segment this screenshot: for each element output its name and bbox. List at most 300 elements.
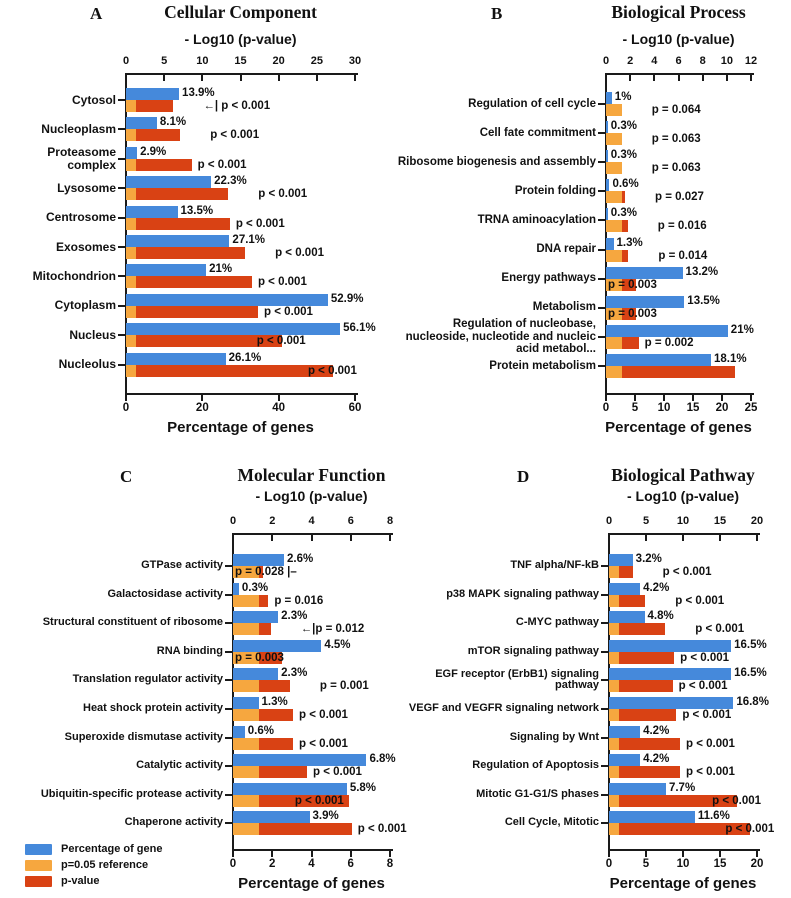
- bar-reference: [606, 162, 622, 174]
- bar-percentage: [126, 88, 179, 100]
- panel-b-biological-process: [391, 0, 791, 455]
- percentage-label: 56.1%: [343, 322, 376, 335]
- category-label: DNA repair: [536, 243, 596, 256]
- bottom-axis-tick: [278, 395, 280, 401]
- bar-percentage: [609, 754, 640, 766]
- bar-reference: [126, 159, 136, 171]
- pvalue-label: p = 0.016: [657, 220, 707, 233]
- percentage-label: 16.5%: [734, 667, 767, 680]
- category-tick: [601, 708, 608, 710]
- panel-d-letter: D: [517, 467, 530, 486]
- category-tick: [601, 565, 608, 567]
- category-label: Nucleolus: [58, 357, 116, 372]
- top-axis-tick: [678, 75, 680, 81]
- bar-reference: [233, 595, 259, 607]
- pvalue-label: p = 0.001: [319, 680, 369, 693]
- bar-reference: [609, 766, 619, 778]
- bottom-axis-tick-label: 5: [642, 858, 650, 870]
- category-label: Ubiquitin-specific protease activity: [40, 787, 223, 800]
- bar-reference: [606, 191, 622, 203]
- top-axis-tick: [311, 535, 313, 541]
- top-axis-tick-label: 15: [234, 55, 247, 67]
- top-axis-tick: [271, 535, 273, 541]
- bar-percentage: [609, 583, 640, 595]
- pvalue-label: p < 0.001: [682, 709, 732, 721]
- bottom-axis-tick-label: 15: [713, 858, 727, 870]
- legend-label: p=0.05 reference: [61, 859, 149, 871]
- percentage-label: 26.1%: [228, 351, 262, 364]
- top-axis-tick-label: 5: [161, 55, 168, 67]
- bottom-axis-label: Percentage of genes: [609, 875, 757, 892]
- bar-reference: [233, 623, 259, 635]
- bottom-axis-label: Percentage of genes: [167, 419, 314, 436]
- top-axis-tick: [750, 75, 752, 81]
- top-axis-tick: [350, 535, 352, 541]
- bottom-axis-tick: [201, 395, 203, 401]
- bar-percentage: [126, 353, 226, 365]
- category-tick: [598, 278, 605, 280]
- bar-pvalue: [126, 306, 258, 318]
- top-axis-tick-label: 2: [269, 515, 276, 527]
- top-axis-tick-label: 4: [308, 515, 315, 527]
- panel-b-top-axis-label: - Log10 (p-value): [622, 31, 735, 47]
- percentage-label: 5.8%: [349, 781, 377, 794]
- bottom-axis-line: [233, 849, 393, 851]
- pvalue-label: p < 0.001: [686, 766, 735, 779]
- bottom-axis-tick-label: 5: [631, 402, 639, 414]
- panel-a-cellular-component: [0, 0, 395, 455]
- top-axis-tick-label: 4: [651, 55, 658, 67]
- bottom-axis-tick-label: 10: [676, 858, 690, 870]
- top-axis-tick: [232, 535, 234, 541]
- category-tick: [225, 822, 232, 824]
- top-axis-tick-label: 10: [720, 55, 733, 67]
- category-label: Nucleoplasm: [41, 121, 116, 136]
- bar-percentage: [609, 811, 695, 823]
- panel-d-chart: [391, 455, 791, 898]
- bar-percentage: [609, 697, 733, 709]
- panel-d-top-axis-label: - Log10 (p-value): [626, 488, 739, 504]
- category-label: TRNA aminoacylation: [477, 214, 596, 227]
- bar-reference: [609, 680, 619, 692]
- bottom-axis-line: [606, 393, 754, 395]
- category-tick: [601, 737, 608, 739]
- percentage-label: 4.2%: [643, 753, 670, 766]
- legend-label: Percentage of gene: [61, 843, 163, 855]
- top-axis-tick: [653, 75, 655, 81]
- pvalue-label: ←|p = 0.012: [300, 623, 365, 636]
- pvalue-label: p < 0.001: [299, 709, 348, 721]
- figure-legend: [25, 843, 225, 891]
- category-tick: [598, 132, 605, 134]
- bar-reference: [609, 738, 619, 750]
- category-tick: [225, 622, 232, 624]
- percentage-label: 27.1%: [232, 234, 266, 246]
- category-tick: [598, 336, 605, 338]
- pvalue-label: p < 0.001: [725, 823, 775, 836]
- category-tick: [225, 765, 232, 767]
- pvalue-label: p = 0.063: [651, 133, 701, 146]
- category-label: Protein metabolism: [489, 359, 596, 372]
- bar-pvalue: [126, 365, 333, 377]
- bottom-axis-tick-label: 40: [272, 402, 286, 414]
- category-tick: [598, 190, 605, 192]
- category-tick: [601, 622, 608, 624]
- category-tick: [601, 822, 608, 824]
- pvalue-label: p < 0.001: [235, 217, 285, 230]
- pvalue-label: p < 0.001: [210, 129, 260, 142]
- percentage-label: 1.3%: [616, 236, 643, 249]
- bar-percentage: [126, 176, 211, 188]
- bottom-axis-tick: [645, 851, 647, 857]
- bottom-axis-tick-label: 20: [750, 858, 764, 870]
- bar-reference: [126, 365, 136, 377]
- category-tick: [118, 364, 125, 366]
- bar-reference: [126, 129, 136, 141]
- category-label: Lysosome: [57, 180, 116, 195]
- top-axis-tick: [240, 75, 242, 81]
- pvalue-label: p = 0.064: [651, 104, 701, 116]
- category-label: Regulation of cell cycle: [468, 97, 596, 110]
- bar-percentage: [126, 147, 137, 159]
- percentage-label: 7.7%: [668, 781, 696, 794]
- top-axis-tick-label: 10: [196, 55, 209, 67]
- top-axis-tick: [629, 75, 631, 81]
- bottom-axis-tick: [719, 851, 721, 857]
- bar-reference: [606, 220, 622, 232]
- bar-percentage: [606, 208, 608, 220]
- bar-percentage: [233, 668, 278, 680]
- bar-percentage: [233, 811, 310, 823]
- bottom-axis-tick-label: 15: [686, 402, 700, 414]
- bar-reference: [609, 623, 619, 635]
- top-axis-tick-label: 0: [122, 55, 130, 67]
- category-label: Structural constituent of ribosome: [42, 616, 223, 629]
- bottom-axis-tick: [608, 851, 610, 857]
- percentage-label: 0.3%: [241, 581, 269, 594]
- bar-reference: [609, 823, 619, 835]
- bar-percentage: [233, 554, 284, 566]
- top-axis-tick: [756, 535, 758, 541]
- top-axis-tick-label: 25: [310, 55, 323, 67]
- category-label: Regulation of Apoptosis: [472, 759, 599, 772]
- bottom-axis-line: [609, 849, 760, 851]
- pvalue-label: p < 0.001: [258, 188, 308, 201]
- top-axis-tick: [354, 75, 356, 81]
- bar-reference: [609, 795, 619, 807]
- top-axis-tick: [163, 75, 165, 81]
- category-label: Centrosome: [45, 210, 116, 225]
- bar-percentage: [233, 783, 347, 795]
- bottom-axis-tick-label: 0: [605, 858, 613, 870]
- category-tick: [601, 651, 608, 653]
- bar-percentage: [606, 179, 609, 191]
- percentage-label: 0.6%: [612, 178, 639, 191]
- top-axis-tick: [201, 75, 203, 81]
- bar-percentage: [606, 121, 608, 133]
- percentage-label: 1%: [614, 91, 632, 103]
- bar-pvalue: [126, 276, 252, 288]
- bar-pvalue: [609, 652, 674, 664]
- bar-percentage: [606, 354, 711, 366]
- category-tick: [118, 187, 125, 189]
- percentage-label: 13.5%: [687, 294, 720, 307]
- bottom-axis-tick-label: 0: [602, 402, 610, 414]
- pvalue-label: p < 0.001: [299, 737, 348, 750]
- pvalue-label: p < 0.001: [257, 276, 307, 289]
- top-axis-tick-label: 0: [605, 515, 613, 527]
- pvalue-label: p < 0.001: [275, 247, 324, 259]
- legend-item-reference: [25, 859, 225, 871]
- top-axis-tick: [726, 75, 728, 81]
- pvalue-label: p = 0.027: [654, 191, 704, 204]
- category-tick: [225, 565, 232, 567]
- percentage-label: 2.3%: [281, 610, 308, 623]
- category-tick: [118, 128, 125, 130]
- bottom-axis-tick: [232, 851, 234, 857]
- percentage-label: 52.9%: [330, 292, 364, 305]
- bar-reference: [233, 795, 259, 807]
- category-label: Heat shock protein activity: [83, 702, 223, 715]
- category-tick: [225, 651, 232, 653]
- bottom-axis-label: Percentage of genes: [605, 419, 752, 436]
- bottom-axis-tick: [125, 395, 127, 401]
- category-tick: [118, 158, 125, 160]
- category-label: EGF receptor (ErbB1) signaling pathway: [435, 667, 599, 692]
- category-tick: [118, 217, 125, 219]
- bar-percentage: [609, 611, 645, 623]
- bottom-axis-tick: [750, 395, 752, 401]
- bar-pvalue: [126, 218, 230, 230]
- top-axis-tick: [316, 75, 318, 81]
- category-tick: [118, 334, 125, 336]
- panel-c-title: Molecular Function: [237, 465, 386, 485]
- bar-percentage: [606, 92, 612, 104]
- panel-c-chart: [0, 455, 407, 898]
- category-tick: [225, 794, 232, 796]
- top-axis-tick-label: 6: [675, 55, 682, 67]
- bottom-axis-tick: [721, 395, 723, 401]
- top-axis-tick: [605, 75, 607, 81]
- percentage-label: 3.2%: [635, 553, 662, 565]
- pvalue-label: p < 0.001: [695, 623, 745, 636]
- category-label: Superoxide dismutase activity: [64, 730, 223, 743]
- category-tick: [601, 794, 608, 796]
- top-axis-tick-label: 20: [272, 55, 285, 67]
- category-label: Protein folding: [514, 185, 596, 198]
- top-axis-tick-label: 8: [386, 515, 394, 527]
- bar-reference: [609, 566, 619, 578]
- category-label: Signaling by Wnt: [509, 730, 599, 743]
- bar-reference: [126, 276, 136, 288]
- category-label: Translation regulator activity: [72, 673, 223, 686]
- pvalue-label: p = 0.028 |–: [235, 566, 297, 578]
- pvalue-label: p = 0.003: [235, 651, 284, 664]
- pvalue-label: p = 0.003: [608, 278, 657, 291]
- pvalue-label: p < 0.001: [686, 737, 735, 750]
- pvalue-label: p = 0.014: [658, 249, 708, 262]
- top-axis-tick-label: 8: [699, 55, 706, 67]
- category-label: Cytoplasm: [54, 298, 116, 313]
- category-label: Energy pathways: [501, 272, 596, 285]
- pvalue-label: p = 0.063: [651, 162, 701, 175]
- bottom-axis-tick-label: 60: [348, 402, 362, 414]
- percentage-label: 4.2%: [643, 581, 670, 594]
- category-label: Chaperone activity: [124, 816, 223, 829]
- bar-percentage: [609, 640, 731, 652]
- bottom-axis-tick: [682, 851, 684, 857]
- percentage-label: 2.9%: [140, 145, 167, 158]
- bar-percentage: [233, 726, 245, 738]
- category-tick: [225, 708, 232, 710]
- legend-item-pvalue: [25, 875, 225, 887]
- category-tick: [598, 161, 605, 163]
- bottom-axis-tick-label: 0: [229, 858, 237, 870]
- pvalue-label: p < 0.001: [307, 364, 357, 377]
- category-label: Nucleus: [69, 327, 116, 342]
- bottom-axis-tick-label: 4: [308, 858, 315, 870]
- bottom-axis-tick: [634, 395, 636, 401]
- bar-reference: [606, 250, 622, 262]
- bar-reference: [126, 247, 136, 259]
- category-label: p38 MAPK signaling pathway: [446, 587, 599, 600]
- percentage-label: 1.3%: [261, 696, 288, 708]
- pvalue-label: p < 0.001: [197, 158, 247, 171]
- pvalue-label: p < 0.001: [294, 794, 344, 807]
- top-axis-tick: [125, 75, 127, 81]
- bar-reference: [233, 738, 259, 750]
- panel-b-chart: [391, 0, 791, 455]
- legend-label: p-value: [61, 875, 100, 887]
- bottom-axis-tick-label: 0: [122, 402, 130, 414]
- legend-swatch-orange: [25, 860, 52, 871]
- bottom-axis-tick: [354, 395, 356, 401]
- bottom-axis-tick: [271, 851, 273, 857]
- bar-percentage: [606, 296, 684, 308]
- panel-c-top-axis-label: - Log10 (p-value): [255, 488, 368, 504]
- category-label: Mitochondrion: [32, 268, 116, 283]
- percentage-label: 13.2%: [685, 265, 719, 278]
- pvalue-label: p < 0.001: [312, 766, 362, 779]
- category-label: TNF alpha/NF-kB: [510, 559, 599, 572]
- bottom-axis-tick-label: 25: [744, 402, 758, 414]
- bar-pvalue: [126, 188, 228, 200]
- top-axis-tick: [645, 535, 647, 541]
- bar-percentage: [609, 726, 640, 738]
- pvalue-label: p < 0.001: [678, 680, 728, 693]
- bar-percentage: [233, 697, 259, 709]
- percentage-label: 4.8%: [647, 610, 674, 623]
- top-axis-tick: [278, 75, 280, 81]
- bar-pvalue: [609, 766, 680, 778]
- category-tick: [225, 594, 232, 596]
- percentage-label: 2.3%: [281, 667, 308, 680]
- category-tick: [118, 99, 125, 101]
- top-axis-tick-label: 10: [676, 515, 690, 527]
- category-label: VEGF and VEGFR signaling network: [408, 702, 599, 715]
- bar-percentage: [233, 640, 321, 652]
- category-label: Ribosome biogenesis and assembly: [397, 155, 596, 168]
- bottom-axis-tick: [605, 395, 607, 401]
- bottom-axis-tick-label: 10: [657, 402, 671, 414]
- panel-b-letter: B: [491, 4, 503, 23]
- bar-reference: [233, 680, 259, 692]
- top-axis-tick-label: 15: [713, 515, 727, 527]
- pvalue-label: p < 0.001: [712, 794, 762, 807]
- bottom-axis-tick: [663, 395, 665, 401]
- bar-reference: [609, 652, 619, 664]
- top-axis-tick-label: 0: [602, 55, 610, 67]
- top-axis-tick-label: 6: [347, 515, 354, 527]
- percentage-label: 11.6%: [697, 810, 730, 823]
- bar-reference: [609, 595, 619, 607]
- category-label: Regulation of nucleobase, nucleoside, nucleotide and nucleic acid metabol...: [405, 318, 596, 355]
- pvalue-label: p < 0.001: [264, 305, 313, 318]
- pvalue-label: p = 0.016: [274, 594, 324, 607]
- bar-reference: [609, 709, 619, 721]
- bar-percentage: [233, 611, 278, 623]
- bar-reference: [606, 104, 622, 116]
- bottom-axis-tick: [756, 851, 758, 857]
- bar-percentage: [126, 235, 229, 247]
- bar-pvalue: [609, 709, 676, 721]
- bar-percentage: [126, 323, 340, 335]
- percentage-label: 0.6%: [247, 724, 274, 737]
- panel-d-biological-pathway: [391, 455, 791, 898]
- legend-item-percentage: [25, 843, 225, 855]
- bar-percentage: [609, 668, 731, 680]
- category-label: Proteasome complex: [47, 144, 116, 172]
- percentage-label: 2.6%: [287, 553, 314, 565]
- percentage-label: 13.9%: [182, 87, 215, 99]
- top-axis-tick-label: 0: [229, 515, 237, 527]
- top-axis-tick-label: 5: [642, 515, 650, 527]
- bottom-axis-tick-label: 20: [195, 402, 209, 414]
- category-label: Metabolism: [532, 301, 596, 314]
- top-axis-tick: [719, 535, 721, 541]
- bar-percentage: [233, 583, 239, 595]
- top-axis-tick: [682, 535, 684, 541]
- category-tick: [598, 307, 605, 309]
- top-axis-tick-label: 20: [750, 515, 764, 527]
- bottom-axis-tick-label: 20: [715, 402, 729, 414]
- bar-percentage: [126, 294, 328, 306]
- top-axis-tick: [702, 75, 704, 81]
- top-axis-tick-label: 2: [627, 55, 634, 67]
- bar-percentage: [606, 150, 608, 162]
- bar-reference: [233, 766, 259, 778]
- category-tick: [601, 765, 608, 767]
- bottom-axis-label: Percentage of genes: [238, 875, 385, 892]
- category-label: RNA binding: [156, 644, 223, 657]
- bar-percentage: [606, 325, 728, 337]
- legend-swatch-blue: [25, 844, 52, 855]
- panel-a-letter: A: [90, 4, 103, 23]
- percentage-label: 6.8%: [369, 753, 396, 766]
- category-tick: [598, 103, 605, 105]
- bottom-axis-tick: [692, 395, 694, 401]
- bar-percentage: [609, 783, 666, 795]
- bar-percentage: [609, 554, 633, 566]
- category-tick: [601, 594, 608, 596]
- percentage-label: 0.3%: [610, 120, 637, 133]
- bottom-axis-tick: [350, 851, 352, 857]
- panel-d-title: Biological Pathway: [611, 465, 755, 485]
- top-axis-line: [233, 533, 393, 535]
- bar-reference: [126, 188, 136, 200]
- bar-percentage: [233, 754, 366, 766]
- category-tick: [225, 679, 232, 681]
